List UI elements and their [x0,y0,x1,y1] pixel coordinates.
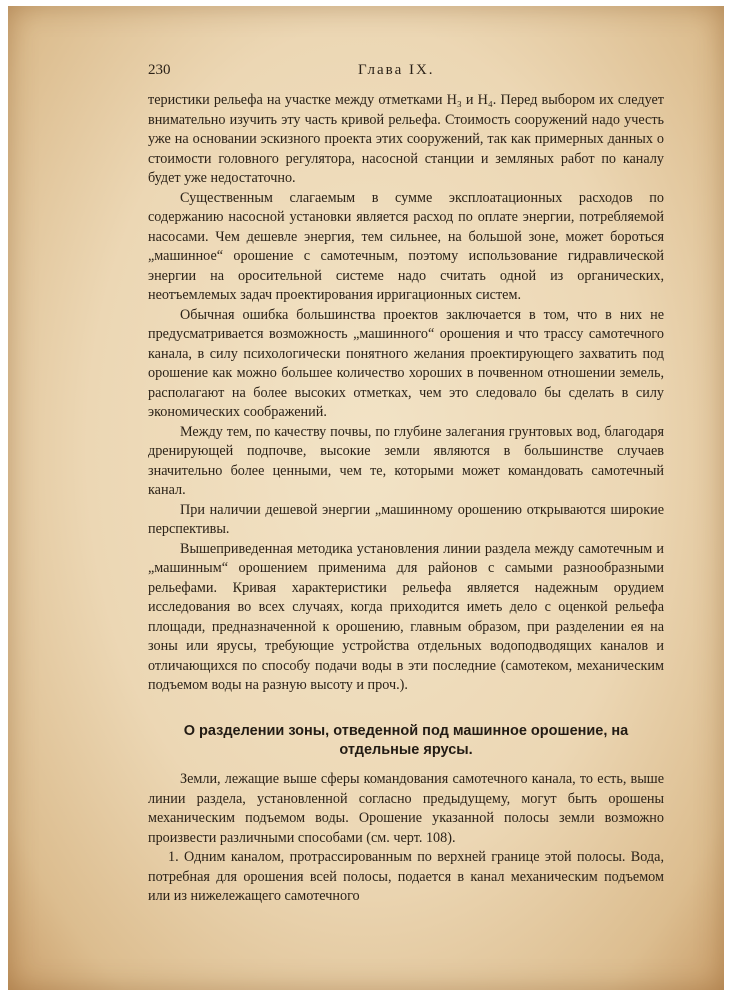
paragraph: Существенным слагаемым в сумме эксплоатационных расходов по содержанию насосной установки является расход по оплате энергии, потребляемой насосами. Чем дешевле энергия, тем сильнее, на большой зоне, может бороться „машинное“ орошение с самотечным, поэтому использование гидравлической энергии на оросительной системе надо считать одной из органических, неотъемлемых задач проектирования ирригационных систем. [148,189,664,303]
paragraph: Земли, лежащие выше сферы командования самотечного канала, то есть, выше линии раздела, установленной согласно предыдущему, могут быть орошены механическим подъемом воды. Орошение указанной полосы земли возможно произвести различными способами (см. черт. 108). [148,771,664,846]
section-body-text [148,770,664,907]
page-header [148,62,664,82]
list-item: 1. Одним каналом, протрассированным по верхней границе этой полосы. Вода, потребная для орошения всей полосы, подается в канал механическим подъемом или из нижележащего самотечного [148,849,664,904]
chapter-title: Глава IX. [358,62,435,78]
paragraph: теристики рельефа на участке между отметками H₃ и H₄. Перед выбором их следует внимательно изучить эту часть кривой рельефа. Стоимость сооружений надо учесть уже на основании эскизного проекта этих сооружений, так как примерных данных о стоимости головного регулятора, насосной станции и земляных работ по каналу будет уже недостаточно. [148,92,664,186]
paragraph: Обычная ошибка большинства проектов заключается в том, что в них не предусматривается возможность „машинного“ орошения и что трассу самотечного канала, в силу психологически понятного желания проектирующего захватить под орошение как можно большее количество хороших в почвенном отношении земель, располагают на более высоких отметках, чем это следовало бы сделать в силу экономических соображений. [148,306,664,420]
paragraph: Вышеприведенная методика установления линии раздела между самотечным и „машинным“ орошением применима для районов с самыми разнообразными рельефами. Кривая характеристики рельефа является надежным орудием исследования во всех случаях, когда приходится иметь дело с оценкой рельефа площади, предназначенной к орошению, главным образом, при разделении ея на зоны или ярусы, требующие устройства отдельных водоподводящих каналов и отличающихся по способу подачи воды в эти последние (самотеком, механическим подъемом воды на разную высоту и проч.). [148,540,664,693]
page-number: 230 [148,62,171,78]
paragraph: Между тем, по качеству почвы, по глубине залегания грунтовых вод, благодаря дренирующей подпочве, высокие земли являются в большинстве случаев значительно более ценными, чем те, которыми может командовать самотечный канал. [148,423,664,498]
body-text [148,91,664,696]
section-heading: О разделении зоны, отведенной под машинное орошение, на отдельные ярусы. [183,723,629,758]
paragraph: При наличии дешевой энергии „машинному орошению открываются широкие перспективы. [148,501,664,537]
